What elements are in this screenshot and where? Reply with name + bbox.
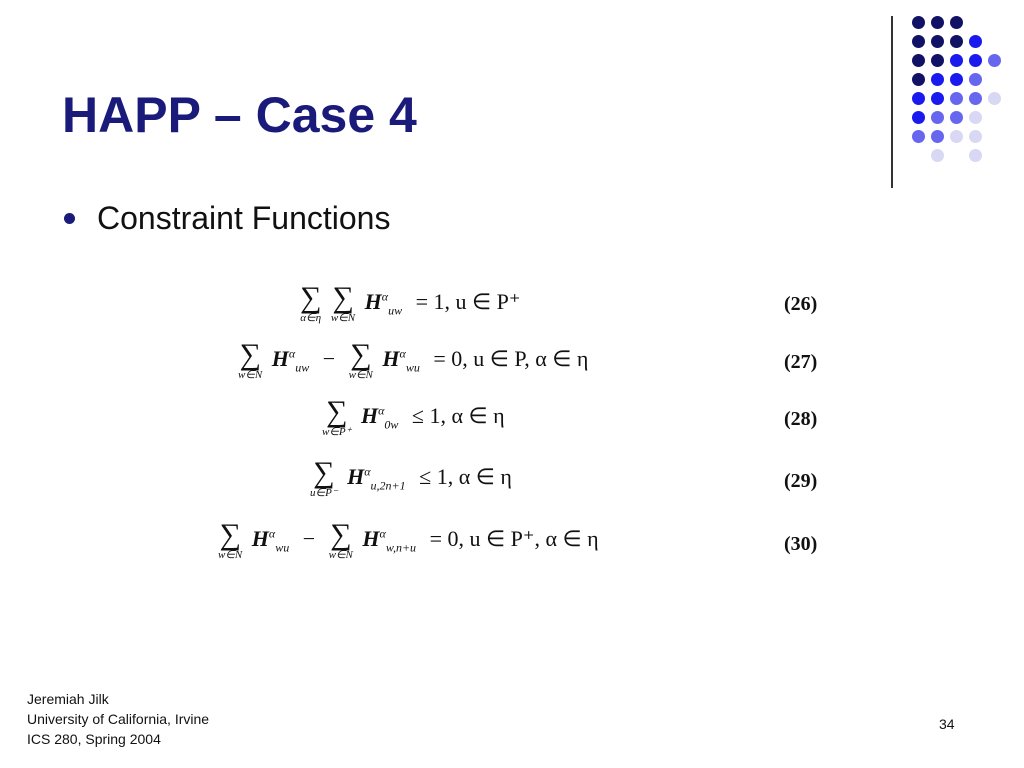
decorative-dot-grid — [908, 16, 1008, 166]
decor-dot — [931, 73, 944, 86]
decor-dot — [969, 149, 982, 162]
decor-dot — [912, 111, 925, 124]
equation-number: (29) — [784, 470, 818, 492]
bullet-text: Constraint Functions — [97, 200, 391, 236]
bullet-item — [64, 200, 390, 237]
decor-dot — [912, 130, 925, 143]
decor-dot — [969, 92, 982, 105]
decor-dot — [931, 130, 944, 143]
decorative-divider — [891, 16, 893, 188]
decor-dot — [988, 92, 1001, 105]
decor-dot — [969, 111, 982, 124]
decor-dot — [931, 16, 944, 29]
footer-course: ICS 280, Spring 2004 — [27, 731, 161, 747]
decor-dot — [950, 35, 963, 48]
page-number: 34 — [939, 716, 955, 732]
decor-dot — [950, 92, 963, 105]
footer — [27, 689, 209, 749]
equation-26: ∑ α∈η ∑ w∈N $H^\alpha_{uw} = 1$, u ∈ P⁺ — [300, 281, 521, 324]
decor-dot — [912, 16, 925, 29]
decor-dot — [969, 73, 982, 86]
decor-dot — [912, 54, 925, 67]
decor-dot — [969, 35, 982, 48]
equation-number: (28) — [784, 408, 818, 430]
footer-institution: University of California, Irvine — [27, 711, 210, 727]
slide-title: HAPP – Case 4 — [62, 87, 417, 143]
equation-number: (26) — [784, 293, 818, 315]
equation-30: ∑ w∈N $H^\alpha_{wu}$ − ∑ w∈N $H^\alpha_{w,n+u} = 0$, u ∈ P⁺, α ∈ η — [218, 518, 599, 561]
equation-number: (27) — [784, 351, 818, 373]
decor-dot — [950, 130, 963, 143]
decor-dot — [931, 54, 944, 67]
decor-dot — [931, 92, 944, 105]
equation-number: (30) — [784, 533, 818, 555]
bullet-icon — [64, 213, 75, 224]
decor-dot — [950, 54, 963, 67]
decor-dot — [950, 111, 963, 124]
decor-dot — [912, 35, 925, 48]
decor-dot — [969, 54, 982, 67]
decor-dot — [912, 92, 925, 105]
equation-28: ∑ w∈P⁺ $H^\alpha_{0w} \le 1$, α ∈ η — [322, 395, 505, 438]
decor-dot — [931, 149, 944, 162]
equation-29: ∑ u∈P⁻ $H^\alpha_{u,2n+1} \le 1$, α ∈ η — [310, 456, 512, 499]
equation-27: ∑ w∈N $H^\alpha_{uw}$ − ∑ w∈N $H^\alpha_{wu} = 0$, u ∈ P, α ∈ η — [238, 338, 589, 381]
decor-dot — [912, 73, 925, 86]
decor-dot — [931, 35, 944, 48]
footer-author: Jeremiah Jilk — [27, 691, 109, 707]
decor-dot — [950, 16, 963, 29]
decor-dot — [931, 111, 944, 124]
decor-dot — [969, 130, 982, 143]
decor-dot — [988, 54, 1001, 67]
decor-dot — [950, 73, 963, 86]
